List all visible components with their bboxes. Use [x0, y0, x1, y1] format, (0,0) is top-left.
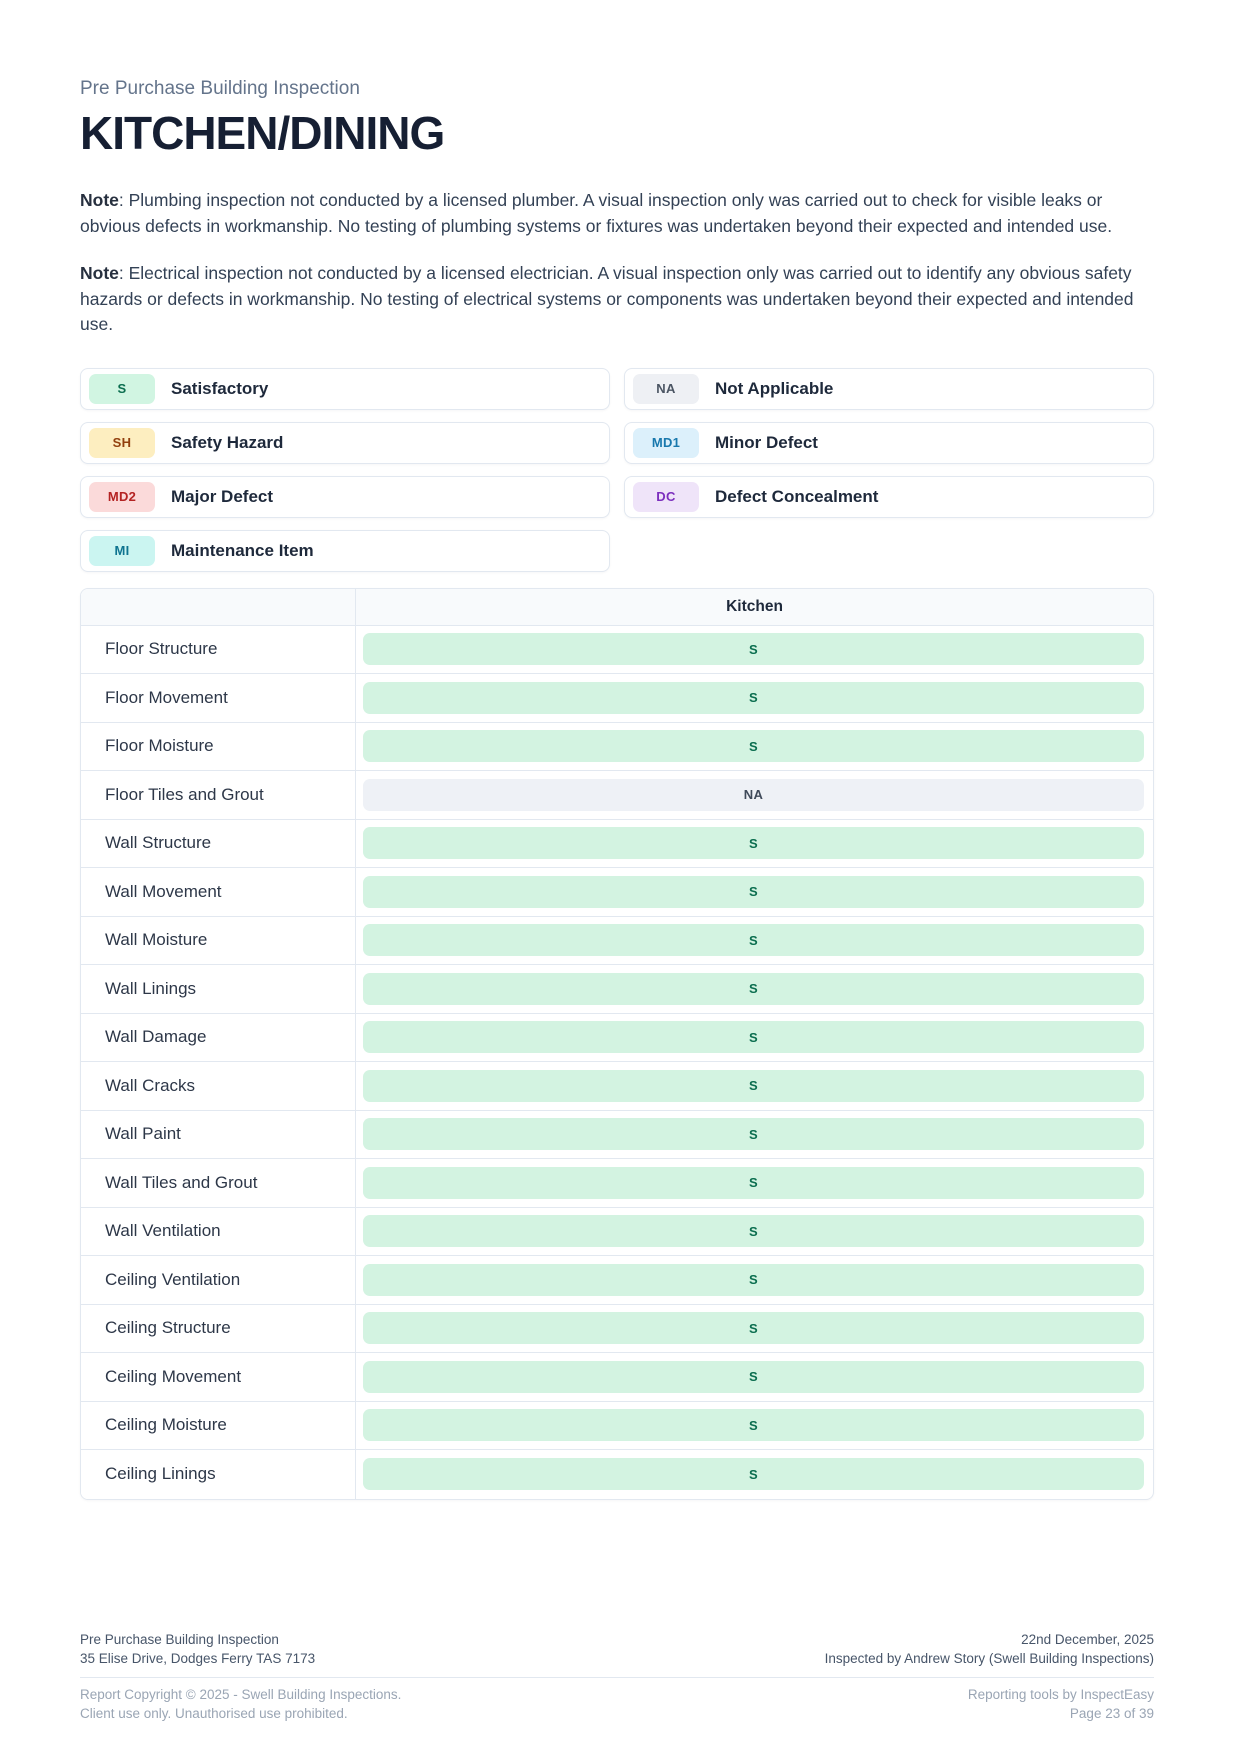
row-label: Wall Movement [81, 868, 356, 916]
footer-report-title: Pre Purchase Building Inspection [80, 1632, 279, 1647]
status-badge: DC [633, 482, 699, 512]
row-label: Floor Movement [81, 674, 356, 722]
status-legend [80, 368, 1154, 572]
status-badge: S [89, 374, 155, 404]
row-label: Wall Damage [81, 1014, 356, 1062]
footer-page-number: Page 23 of 39 [1069, 1706, 1154, 1721]
row-status-cell [356, 965, 1153, 1013]
table-row [81, 1111, 1153, 1160]
legend-item-label: Satisfactory [171, 378, 269, 398]
footer-tools [968, 1685, 1154, 1723]
table-header-row [81, 589, 1153, 626]
row-status-cell [356, 674, 1153, 722]
row-status-cell [356, 626, 1153, 674]
legend-item-label: Maintenance Item [171, 540, 314, 560]
page-footer [80, 1630, 1154, 1723]
table-row [81, 1159, 1153, 1208]
note-label: Note [80, 190, 119, 210]
note-text: : Plumbing inspection not conducted by a licensed plumber. A visual inspection only was carried out to check for visible leaks or obvious defects in workmanship. No testing of plumbing systems or fixtures was undertaken beyond their expected and intended use. [80, 190, 1113, 236]
legend-item-label: Safety Hazard [171, 432, 284, 452]
footer-copyright [80, 1685, 401, 1723]
status-pill: S [363, 1458, 1144, 1490]
row-status-cell [356, 917, 1153, 965]
note-text: : Electrical inspection not conducted by a licensed electrician. A visual inspection only was carried out to identify any obvious safety hazards or defects in workmanship. No testing of electrical systems or components was undertaken beyond their expected and intended use. [80, 263, 1134, 334]
row-label: Ceiling Structure [81, 1305, 356, 1353]
table-row [81, 1305, 1153, 1354]
status-badge: NA [633, 374, 699, 404]
footer-use-line: Client use only. Unauthorised use prohibited. [80, 1706, 348, 1721]
footer-inspector: Inspected by Andrew Story (Swell Building Inspections) [824, 1651, 1154, 1666]
status-badge: MI [89, 536, 155, 566]
inspection-table [80, 588, 1154, 1500]
status-badge: SH [89, 428, 155, 458]
row-status-cell [356, 1450, 1153, 1499]
footer-bottom [80, 1678, 1154, 1723]
row-label: Floor Tiles and Grout [81, 771, 356, 819]
note-electrical [80, 261, 1154, 338]
row-status-cell [356, 1014, 1153, 1062]
footer-tools-line: Reporting tools by InspectEasy [967, 1687, 1154, 1702]
legend-item-label: Defect Concealment [715, 486, 879, 506]
table-row [81, 1256, 1153, 1305]
footer-inspection-date: 22nd December, 2025 [1021, 1632, 1154, 1647]
row-label: Wall Paint [81, 1111, 356, 1159]
row-status-cell [356, 1305, 1153, 1353]
table-row [81, 820, 1153, 869]
note-plumbing [80, 188, 1154, 239]
table-body [81, 626, 1153, 1499]
row-status-cell [356, 1159, 1153, 1207]
footer-top [80, 1630, 1154, 1678]
legend-item [80, 422, 610, 464]
row-label: Ceiling Ventilation [81, 1256, 356, 1304]
legend-item [624, 422, 1154, 464]
table-row [81, 1014, 1153, 1063]
row-status-cell [356, 868, 1153, 916]
status-pill: S [363, 682, 1144, 714]
footer-report-info [80, 1630, 315, 1668]
row-status-cell [356, 820, 1153, 868]
row-label: Ceiling Movement [81, 1353, 356, 1401]
legend-item-label: Not Applicable [715, 378, 834, 398]
legend-item-label: Minor Defect [715, 432, 818, 452]
status-badge: MD2 [89, 482, 155, 512]
row-label: Floor Moisture [81, 723, 356, 771]
status-badge: MD1 [633, 428, 699, 458]
row-label: Wall Ventilation [81, 1208, 356, 1256]
table-row [81, 1402, 1153, 1451]
table-header-item-column [81, 589, 356, 625]
row-label: Wall Structure [81, 820, 356, 868]
row-label: Ceiling Moisture [81, 1402, 356, 1450]
table-row [81, 723, 1153, 772]
note-label: Note [80, 263, 119, 283]
table-row [81, 771, 1153, 820]
status-pill: S [363, 827, 1144, 859]
report-subtitle: Pre Purchase Building Inspection [80, 78, 360, 99]
status-pill: NA [363, 779, 1144, 811]
footer-copyright-line: Report Copyright © 2025 - Swell Building Inspections. [80, 1687, 402, 1702]
row-status-cell [356, 1208, 1153, 1256]
status-pill: S [363, 1070, 1144, 1102]
status-pill: S [363, 1312, 1144, 1344]
row-label: Wall Cracks [81, 1062, 356, 1110]
table-row [81, 626, 1153, 675]
table-row [81, 674, 1153, 723]
table-row [81, 917, 1153, 966]
legend-item [624, 476, 1154, 518]
status-pill: S [363, 1215, 1144, 1247]
legend-item [80, 368, 610, 410]
row-label: Ceiling Linings [81, 1450, 356, 1499]
table-row [81, 1353, 1153, 1402]
status-pill: S [363, 924, 1144, 956]
table-row [81, 1062, 1153, 1111]
status-pill: S [363, 973, 1144, 1005]
status-pill: S [363, 1361, 1144, 1393]
row-status-cell [356, 1062, 1153, 1110]
page-title: KITCHEN/DINING [80, 107, 445, 159]
row-status-cell [356, 771, 1153, 819]
row-label: Floor Structure [81, 626, 356, 674]
row-status-cell [356, 1402, 1153, 1450]
legend-item [80, 476, 610, 518]
table-row [81, 1208, 1153, 1257]
table-header-kitchen-column: Kitchen [726, 597, 783, 615]
legend-item [624, 368, 1154, 410]
table-row [81, 1450, 1153, 1499]
status-pill: S [363, 633, 1144, 665]
status-pill: S [363, 1167, 1144, 1199]
status-pill: S [363, 1021, 1144, 1053]
report-content [80, 0, 1154, 1500]
row-status-cell [356, 723, 1153, 771]
table-row [81, 965, 1153, 1014]
status-pill: S [363, 876, 1144, 908]
footer-property-address: 35 Elise Drive, Dodges Ferry TAS 7173 [80, 1651, 316, 1666]
row-label: Wall Moisture [81, 917, 356, 965]
row-status-cell [356, 1353, 1153, 1401]
status-pill: S [363, 730, 1144, 762]
status-pill: S [363, 1264, 1144, 1296]
footer-inspection-info [825, 1630, 1154, 1668]
row-status-cell [356, 1111, 1153, 1159]
status-pill: S [363, 1118, 1144, 1150]
row-status-cell [356, 1256, 1153, 1304]
legend-item [80, 530, 610, 572]
table-row [81, 868, 1153, 917]
legend-item-label: Major Defect [171, 486, 274, 506]
row-label: Wall Linings [81, 965, 356, 1013]
status-pill: S [363, 1409, 1144, 1441]
row-label: Wall Tiles and Grout [81, 1159, 356, 1207]
